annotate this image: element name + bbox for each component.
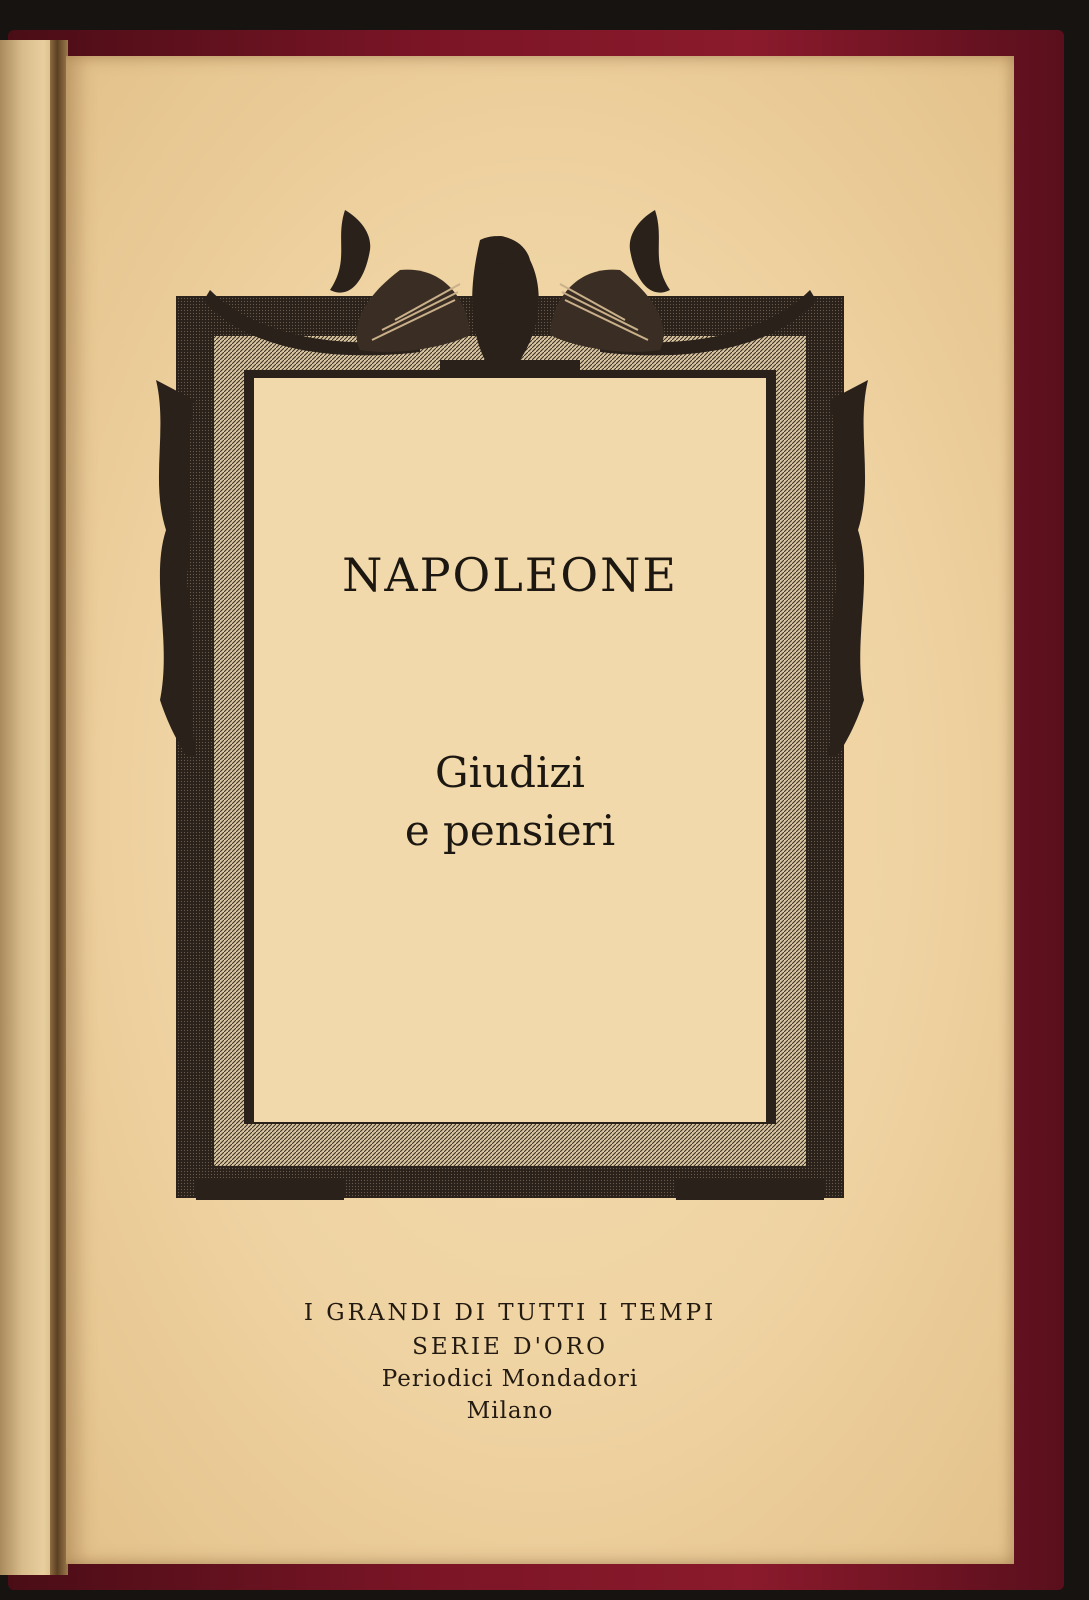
series-subname: SERIE D'ORO <box>412 1334 608 1360</box>
series-name: I GRANDI DI TUTTI I TEMPI <box>303 1300 717 1326</box>
eagle-crest-icon <box>330 210 670 370</box>
subtitle-line-1: Giudizi <box>435 748 585 797</box>
subtitle-line-2: e pensieri <box>404 806 616 855</box>
publisher-city: Milano <box>466 1398 554 1424</box>
author-title: NAPOLEONE <box>342 548 678 602</box>
publisher-name: Periodici Mondadori <box>381 1366 639 1392</box>
